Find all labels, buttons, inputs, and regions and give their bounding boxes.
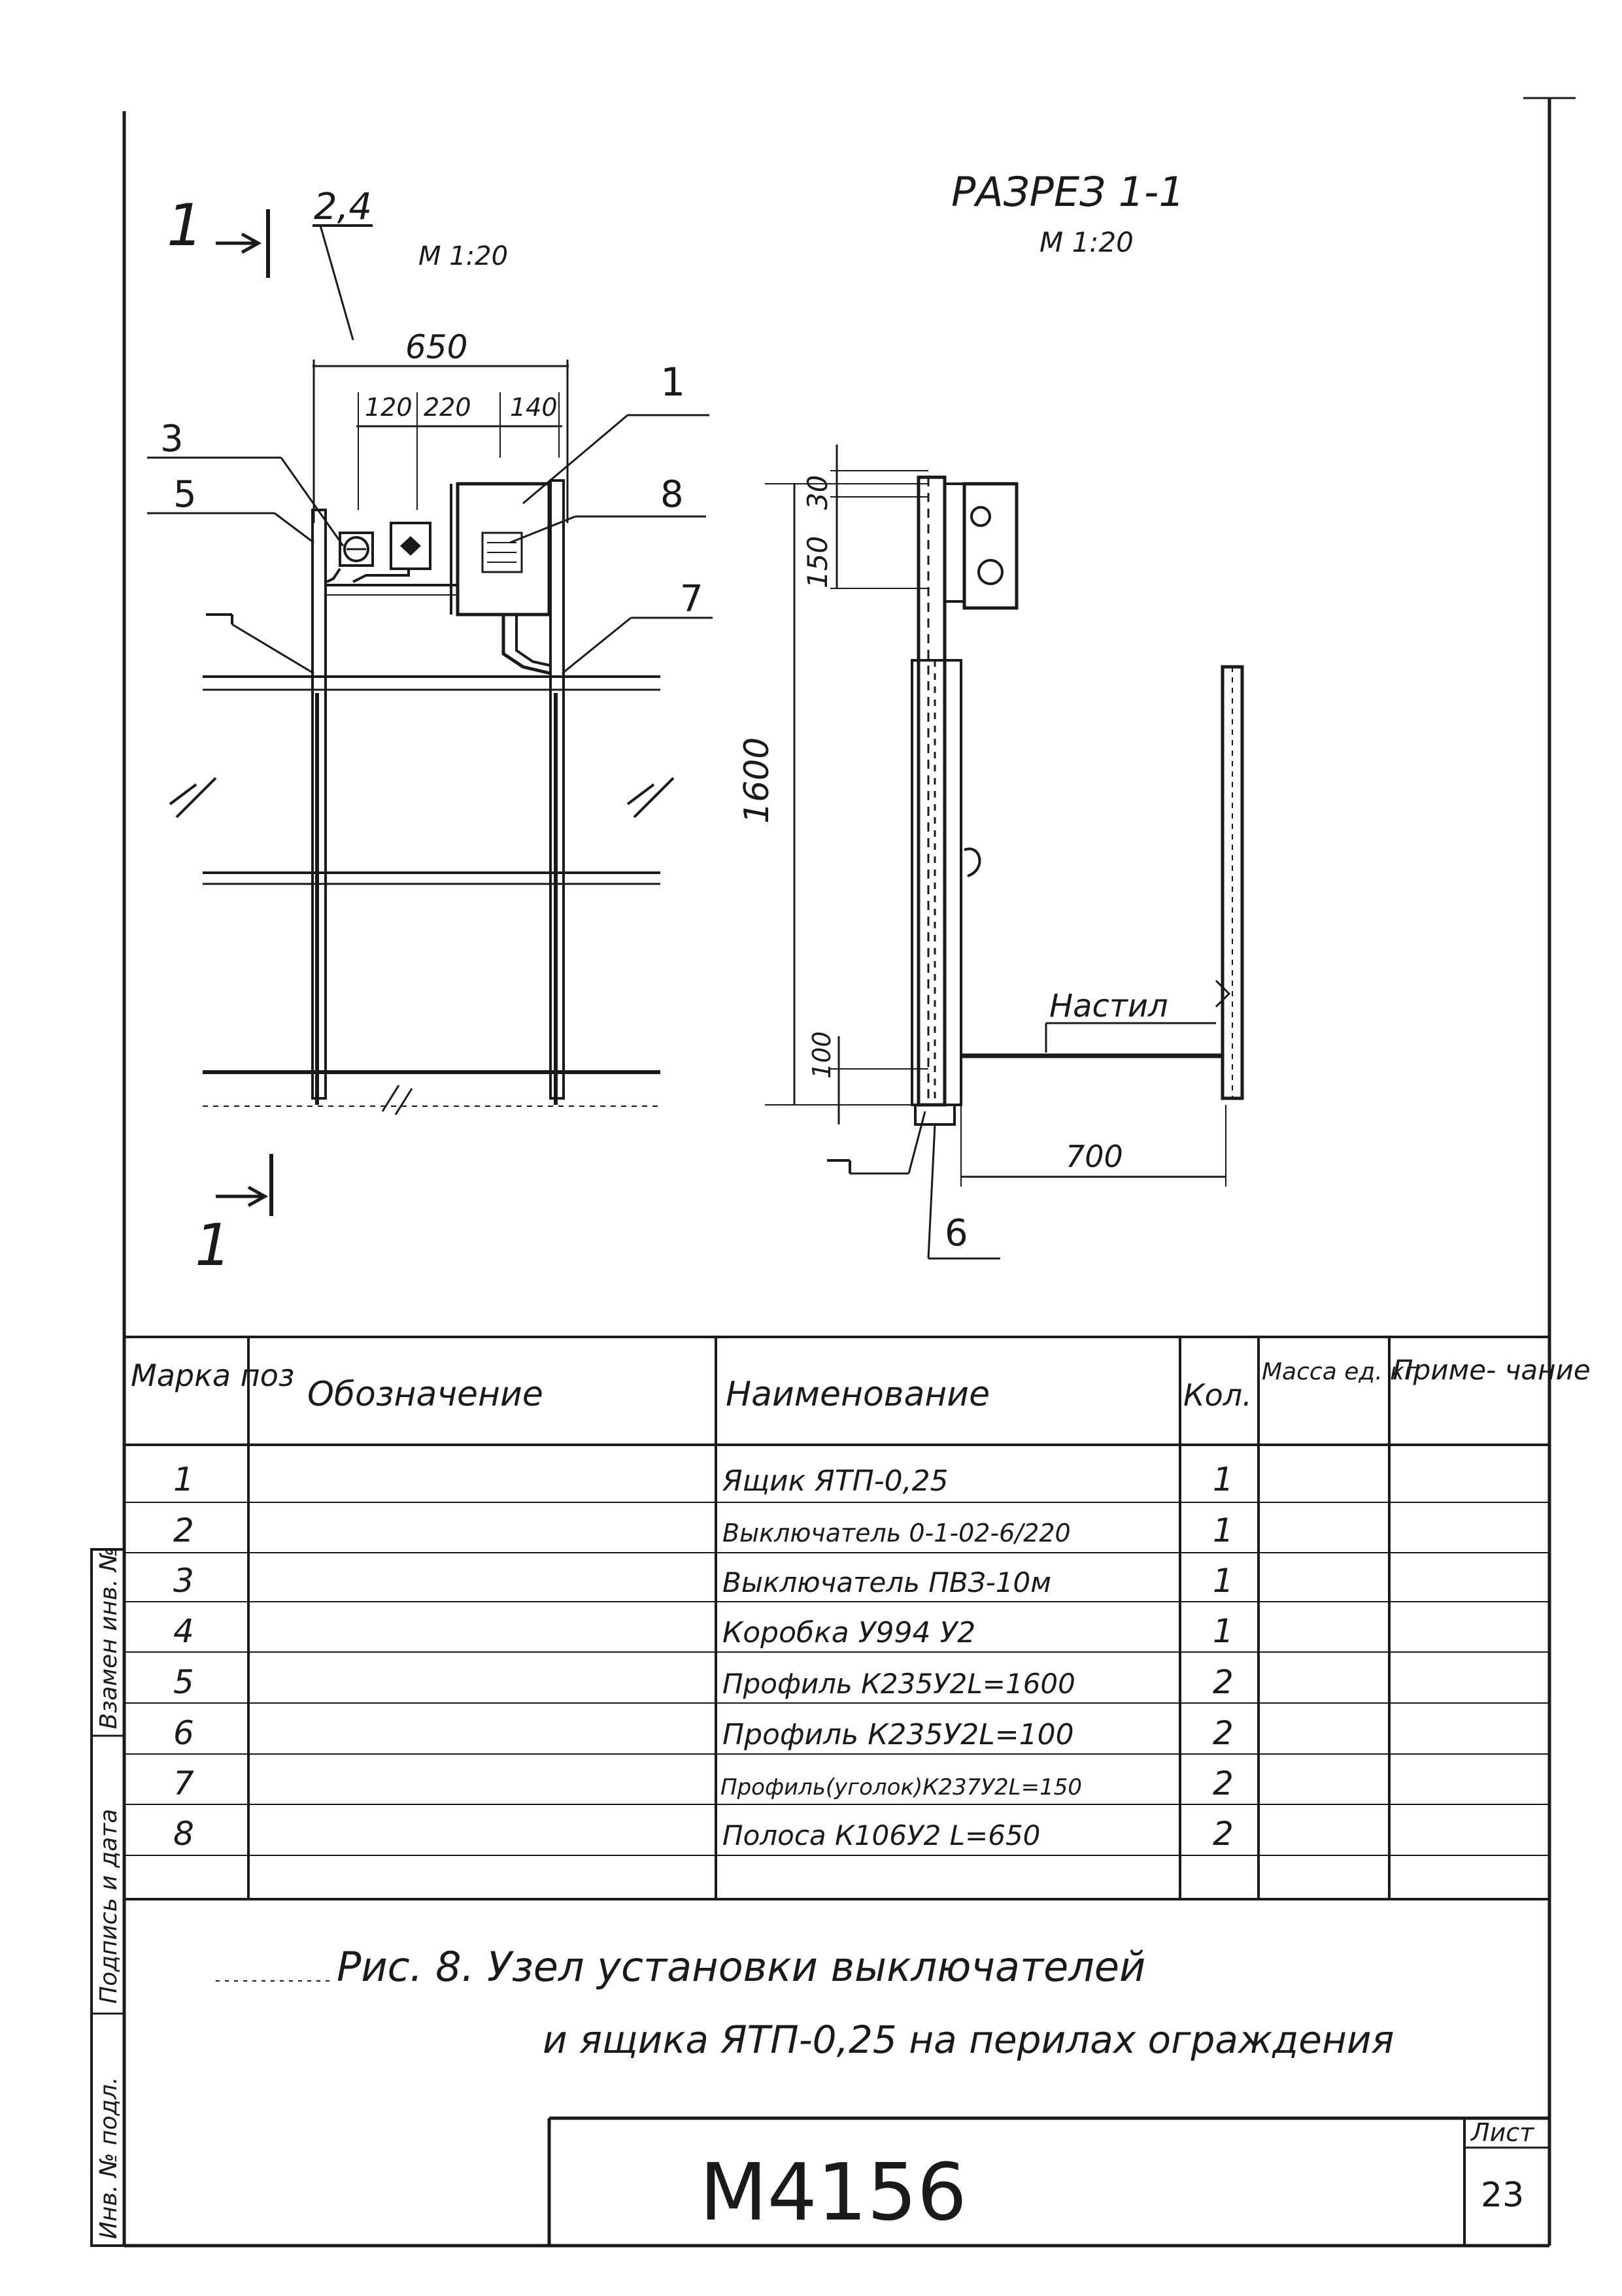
- callout-8: 8: [660, 473, 684, 516]
- table-row: [173, 1612, 1234, 1650]
- row-pos: 2: [173, 1511, 194, 1549]
- table-row: [173, 1511, 1234, 1549]
- row-pos: 5: [173, 1663, 194, 1701]
- row-name: Выключатель 0-1-02-6/220: [722, 1519, 1071, 1547]
- row-name: Коробка У994 У2: [722, 1616, 976, 1649]
- dim-700: 700: [1066, 1139, 1123, 1174]
- sheet-number: 23: [1481, 2176, 1525, 2215]
- row-pos: 1: [173, 1460, 194, 1498]
- row-qty: 2: [1213, 1714, 1234, 1752]
- figure-caption: [216, 1943, 1394, 2062]
- drawing-number: М4156: [700, 2148, 967, 2238]
- row-name: Ящик ЯТП-0,25: [722, 1464, 949, 1498]
- front-elevation: [147, 328, 713, 1115]
- row-qty: 2: [1213, 1764, 1234, 1802]
- deck-label: Настил: [1049, 988, 1168, 1024]
- dim-100: 100: [807, 1031, 836, 1079]
- dim-650: 650: [405, 328, 468, 366]
- row-name: Полоса К106У2 L=650: [722, 1819, 1041, 1851]
- row-pos: 7: [173, 1764, 194, 1802]
- side-stamp-replaced: Взамен инв. №: [95, 1547, 122, 1729]
- section-label-bottom: 1: [195, 1211, 231, 1279]
- callout-6: 6: [945, 1212, 968, 1255]
- header-designation: Обозначение: [307, 1375, 543, 1414]
- section-marker-top: [167, 186, 508, 340]
- row-qty: 2: [1213, 1663, 1234, 1701]
- row-qty: 1: [1213, 1460, 1234, 1498]
- header-mark: Марка поз: [131, 1358, 295, 1393]
- section-label-top: 1: [167, 192, 203, 259]
- callout-1: 1: [660, 360, 686, 405]
- side-stamp-sign-date: Подпись и дата: [95, 1808, 122, 2004]
- row-qty: 1: [1213, 1511, 1234, 1549]
- header-note: Приме- чание: [1393, 1354, 1591, 1386]
- row-qty: 2: [1213, 1815, 1234, 1853]
- header-mass: Масса ед. кг: [1262, 1359, 1417, 1385]
- spec-table: [124, 1337, 1591, 1899]
- row-qty: 1: [1213, 1562, 1234, 1600]
- callout-7: 7: [680, 578, 703, 620]
- dim-220: 220: [424, 393, 471, 422]
- table-row: [173, 1460, 1234, 1498]
- dim-150: 150: [802, 535, 834, 588]
- dim-1600: 1600: [737, 737, 777, 824]
- row-name: Профиль К235У2L=100: [722, 1718, 1074, 1751]
- header-qty: Кол.: [1183, 1377, 1252, 1413]
- section-view: [737, 168, 1242, 1258]
- header-name: Наименование: [726, 1375, 990, 1414]
- callout-3: 3: [160, 418, 184, 460]
- row-name: Профиль(уголок)К237У2L=150: [720, 1774, 1082, 1800]
- row-pos: 6: [173, 1714, 194, 1752]
- section-scale: М 1:20: [1039, 226, 1134, 258]
- row-pos: 4: [173, 1612, 194, 1650]
- section-title: РАЗРЕЗ 1-1: [951, 168, 1185, 216]
- side-stamp-inv-orig: Инв. № подл.: [95, 2076, 122, 2239]
- table-row: [173, 1714, 1234, 1752]
- dim-120: 120: [365, 393, 413, 422]
- sheet-label: Лист: [1471, 2118, 1534, 2147]
- row-qty: 1: [1213, 1612, 1234, 1650]
- section-marker-bottom: [195, 1154, 271, 1279]
- side-stamp: [92, 1547, 124, 2246]
- table-row: [173, 1764, 1234, 1802]
- table-row: [173, 1663, 1234, 1701]
- row-pos: 8: [173, 1815, 194, 1853]
- dim-140: 140: [510, 393, 558, 422]
- dim-30: 30: [802, 475, 834, 510]
- table-row: [173, 1562, 1234, 1600]
- row-pos: 3: [173, 1562, 194, 1600]
- title-block: [549, 2118, 1549, 2246]
- callout-5: 5: [173, 473, 197, 516]
- row-name: Профиль К235У2L=1600: [722, 1668, 1075, 1700]
- caption-line-2: и ящика ЯТП-0,25 на перилах ограждения: [543, 2017, 1394, 2062]
- table-row: [173, 1815, 1234, 1853]
- section-ref: 2,4: [314, 186, 373, 228]
- section-marker-scale: М 1:20: [418, 241, 509, 271]
- row-name: Выключатель ПВЗ-10м: [722, 1566, 1051, 1598]
- caption-line-1: Рис. 8. Узел установки выключателей: [337, 1943, 1146, 1991]
